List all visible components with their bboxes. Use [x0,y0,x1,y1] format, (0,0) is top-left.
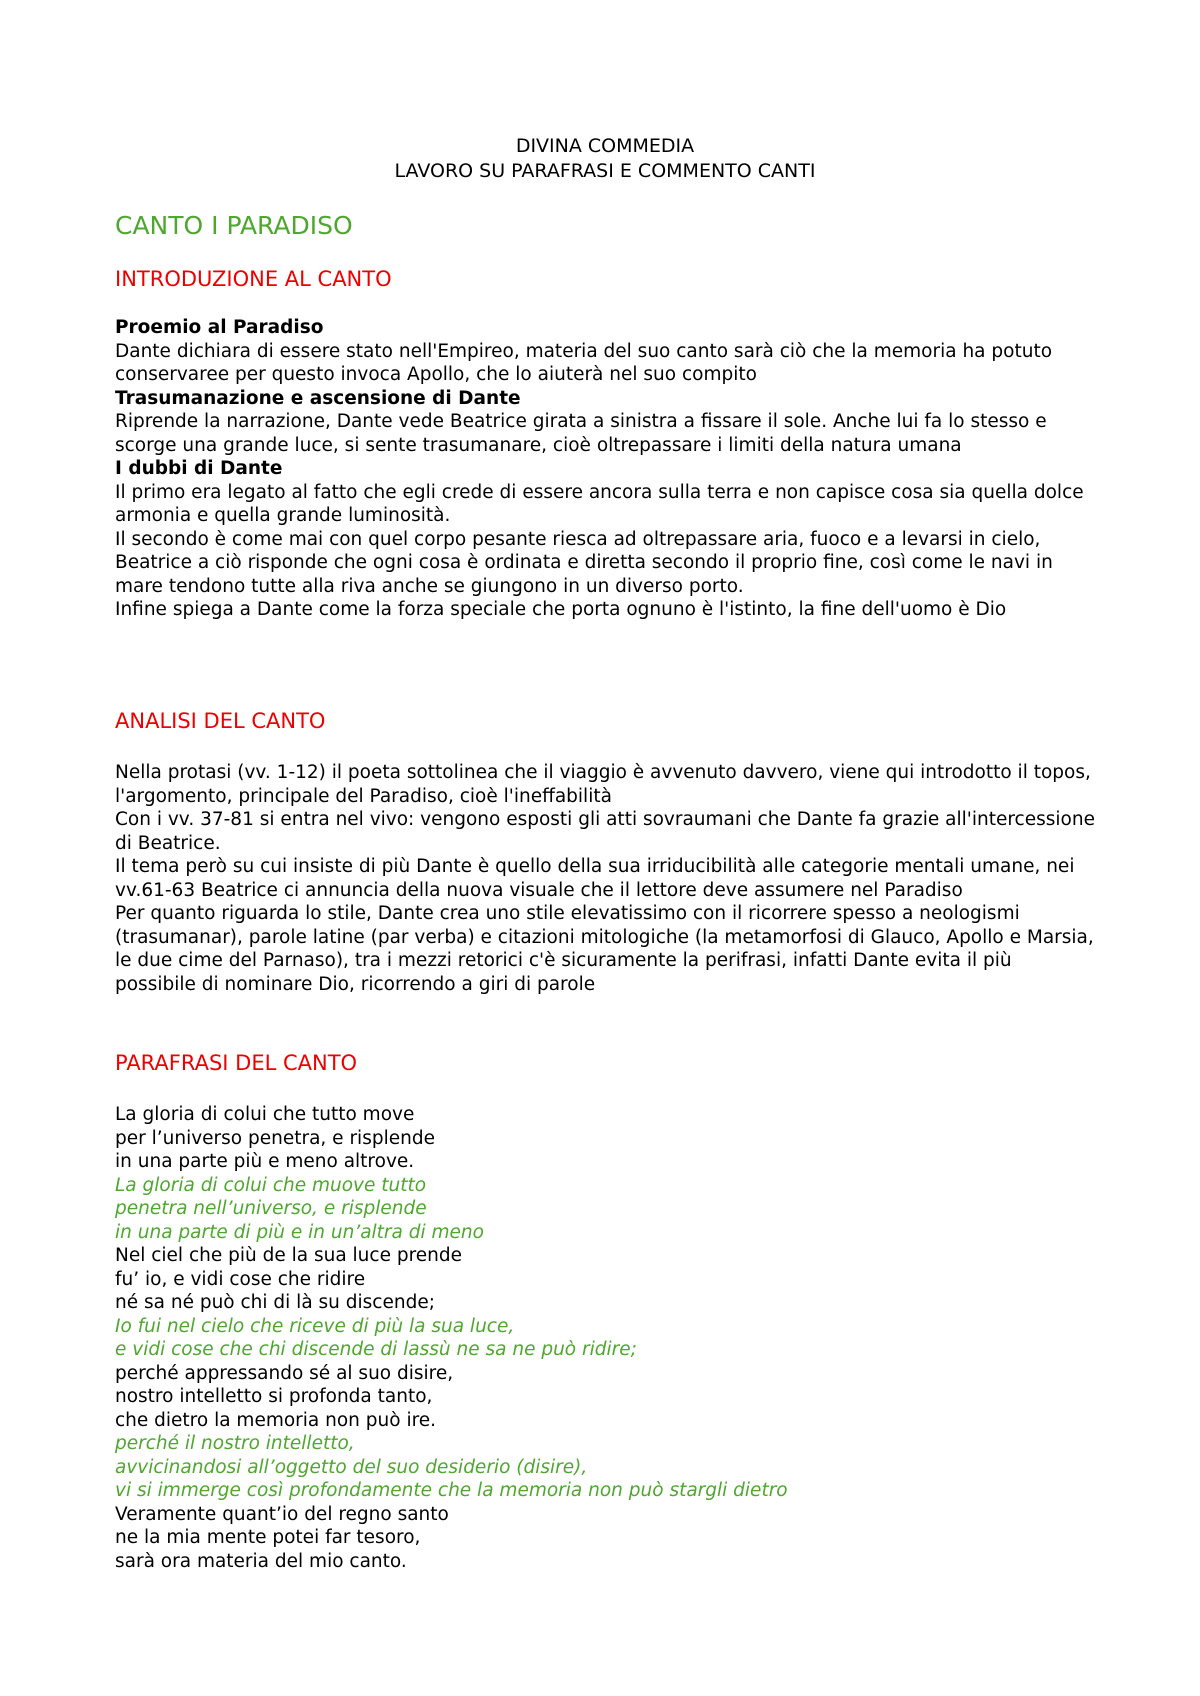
proemio-subheading: Proemio al Paradiso [115,317,324,338]
parafrasi-heading: PARAFRASI DEL CANTO [115,1051,358,1075]
document-title-line-1: DIVINA COMMEDIA [515,135,695,157]
analisi-paragraph-2: Con i vv. 37-81 si entra nel vivo: vengono esposti gli atti sovraumani che Dante fa grazie all'intercessione di Beatrice. [115,809,1095,854]
verse-line: Nel ciel che più de la sua luce prende [115,1245,463,1266]
verse-line: sarà ora materia del mio canto. [115,1550,407,1572]
paraphrase-line: in una parte di più e in un’altra di meno [115,1221,484,1243]
paraphrase-line: perché il nostro intelletto, [115,1433,355,1454]
verse-line: fu’ io, e vidi cose che ridire [115,1268,366,1290]
verse-line: né sa né può chi di là su discende; [115,1292,435,1313]
verse-line: che dietro la memoria non può ire. [115,1409,437,1431]
analisi-heading: ANALISI DEL CANTO [115,709,326,733]
verse-line: Veramente quant’io del regno santo [115,1503,449,1525]
parafrasi-body [115,1103,1095,1573]
analisi-paragraph-4: Per quanto riguarda lo stile, Dante crea uno stile elevatissimo con il ricorrere spesso a neologismi (trasumanar), parole latine (par verba) e citazioni mitologiche (la metamorfosi di Glauco, Apollo e Marsia, le due cime del Parnaso), tra i mezzi retorici c'è sicuramente la perifrasi, infatti Dante evita il più possibile di nominare Dio, ricorrendo a giri di parole [115,903,1094,995]
verse-line: La gloria di colui che tutto move [115,1104,415,1125]
analisi-paragraph-3: Il tema però su cui insiste di più Dante è quello della sua irriducibilità alle categorie mentali umane, nei vv.61-63 Beatrice ci annuncia della nuova visuale che il lettore deve assumere nel Paradiso [115,856,1075,901]
paraphrase-line: La gloria di colui che muove tutto [115,1174,427,1196]
dubbi-paragraph-3: Infine spiega a Dante come la forza speciale che porta ognuno è l'istinto, la fine dell'uomo è Dio [115,599,1007,620]
paraphrase-line: avvicinandosi all’oggetto del suo desiderio (disire), [115,1456,588,1478]
dubbi-paragraph-2: Il secondo è come mai con quel corpo pesante riesca ad oltrepassare aria, fuoco e a levarsi in cielo, Beatrice a ciò risponde che ogni cosa è ordinata e diretta secondo il proprio fine, così come le navi in mare tendono tutte alla riva anche se giungono in un diverso porto. [115,528,1053,597]
dubbi-subheading: I dubbi di Dante [115,458,283,479]
trasumanazione-subheading: Trasumanazione e ascensione di Dante [115,387,521,409]
verse-line: ne la mia mente potei far tesoro, [115,1527,421,1548]
verse-line: nostro intelletto si profonda tanto, [115,1386,433,1407]
introduzione-body [115,316,1095,622]
paraphrase-line: e vidi cose che chi discende di lassù ne sa ne può ridire; [115,1339,637,1360]
introduzione-heading: INTRODUZIONE AL CANTO [115,267,392,291]
analisi-body [115,761,1095,996]
analisi-paragraph-1: Nella protasi (vv. 1-12) il poeta sottolinea che il viaggio è avvenuto davvero, viene qui introdotto il topos, l'argomento, principale del Paradiso, cioè l'ineffabilità [115,762,1091,807]
paraphrase-line: vi si immerge così profondamente che la memoria non può stargli dietro [115,1480,788,1501]
document-title-line-2: LAVORO SU PARAFRASI E COMMENTO CANTI [394,160,816,182]
verse-line: perché appressando sé al suo disire, [115,1362,454,1384]
proemio-paragraph: Dante dichiara di essere stato nell'Empireo, materia del suo canto sarà ciò che la memoria ha potuto conservaree per questo invoca Apollo, che lo aiuterà nel suo compito [115,340,1053,385]
paraphrase-line: Io fui nel cielo che riceve di più la sua luce, [115,1315,515,1337]
trasumanazione-paragraph: Riprende la narrazione, Dante vede Beatrice girata a sinistra a fissare il sole. Anche lui fa lo stesso e scorge una grande luce, si sente trasumanare, cioè oltrepassare i limiti della natura umana [115,411,1047,456]
canto-heading: CANTO I PARADISO [115,211,353,240]
verse-line: in una parte più e meno altrove. [115,1151,415,1172]
verse-line: per l’universo penetra, e risplende [115,1127,435,1149]
paraphrase-line: penetra nell’universo, e risplende [115,1198,427,1219]
dubbi-paragraph-1: Il primo era legato al fatto che egli crede di essere ancora sulla terra e non capisce cosa sia quella dolce armonia e quella grande luminosità. [115,481,1084,526]
